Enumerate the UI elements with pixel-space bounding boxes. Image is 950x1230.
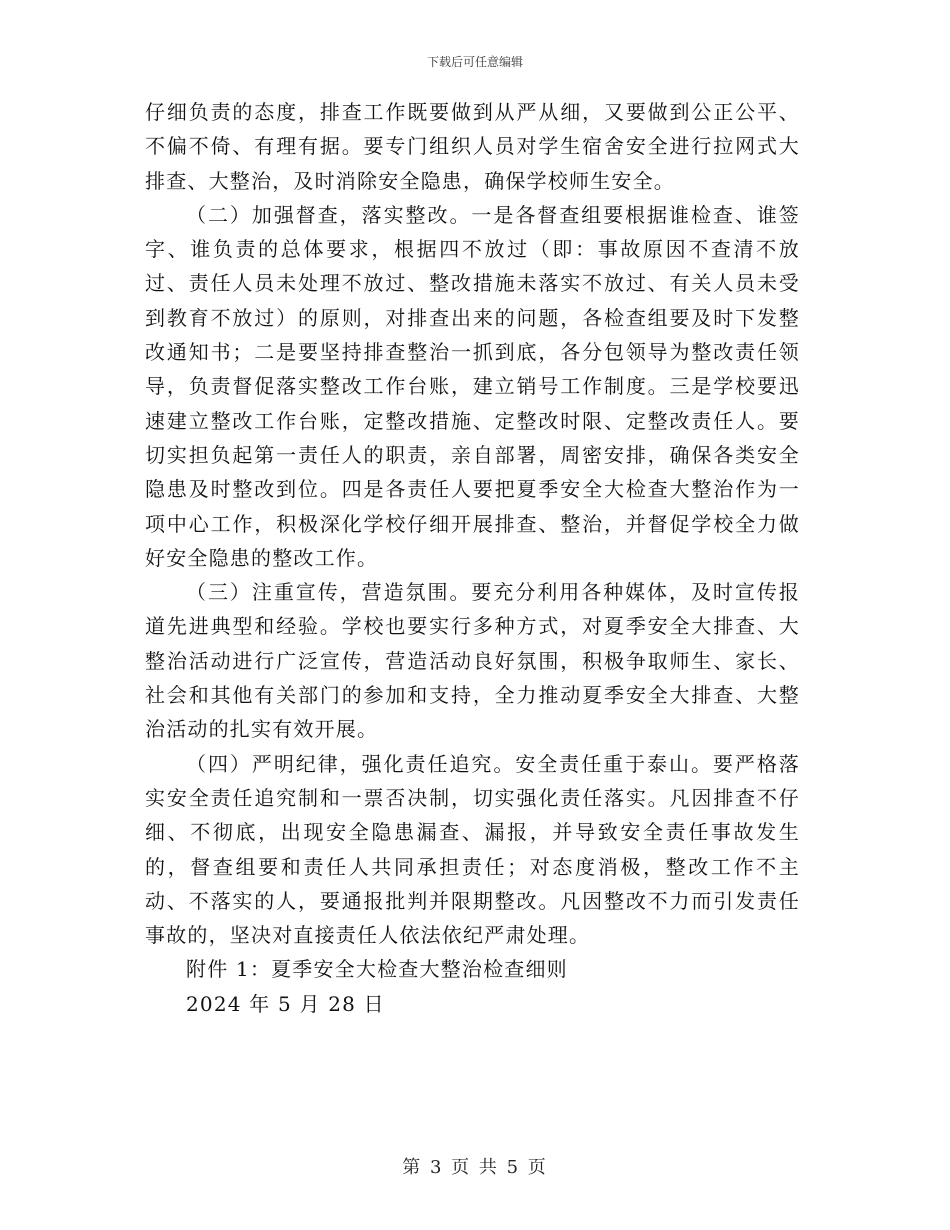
document-date: 2024 年 5 月 28 日 bbox=[186, 991, 385, 1016]
attachment-line: 附件 1：夏季安全大检查大整治检查细则 bbox=[186, 957, 568, 982]
document-body bbox=[145, 95, 800, 1021]
paragraph-discipline: （四）严明纪律，强化责任追究。安全责任重于泰山。要严格落实安全责任追究制和一票否决制，切实强化责任落实。凡因排查不仔细、不彻底，出现安全隐患漏查、漏报，并导致安全责任事故发生的，督查组要和责任人共同承担责任；对态度消极，整改工作不主动、不落实的人，要通报批判并限期整改。凡因整改不力而引发责任事故的，坚决对直接责任人依法依纪严肃处理。 bbox=[145, 751, 800, 948]
page-number: 第 3 页 共 5 页 bbox=[402, 1157, 548, 1178]
page-header-note: 下载后可任意编辑 bbox=[426, 55, 523, 69]
paragraph-publicity: （三）注重宣传，营造氛围。要充分利用各种媒体，及时宣传报道先进典型和经验。学校也要实行多种方式，对夏季安全大排查、大整治活动进行广泛宣传，营造活动良好氛围，积极争取师生、家长、社会和其他有关部门的参加和支持，全力推动夏季安全大排查、大整治活动的扎实有效开展。 bbox=[145, 580, 800, 742]
paragraph-continuation: 仔细负责的态度，排查工作既要做到从严从细，又要做到公正公平、不偏不倚、有理有据。要专门组织人员对学生宿舍安全进行拉网式大排查、大整治，及时消除安全隐患，确保学校师生安全。 bbox=[145, 100, 800, 193]
paragraph-supervision: （二）加强督查，落实整改。一是各督查组要根据谁检查、谁签字、谁负责的总体要求，根据四不放过（即：事故原因不查清不放过、责任人员未处理不放过、整改措施未落实不放过、有关人员未受到教育不放过）的原则，对排查出来的问题，各检查组要及时下发整改通知书；二是要坚持排查整治一抓到底，各分包领导为整改责任领导，负责督促落实整改工作台账，建立销号工作制度。三是学校要迅速建立整改工作台账，定整改措施、定整改时限、定整改责任人。要切实担负起第一责任人的职责，亲自部署，周密安排，确保各类安全隐患及时整改到位。四是各责任人要把夏季安全大检查大整治作为一项中心工作，积极深化学校仔细开展排查、整治，并督促学校全力做好安全隐患的整改工作。 bbox=[145, 202, 800, 570]
